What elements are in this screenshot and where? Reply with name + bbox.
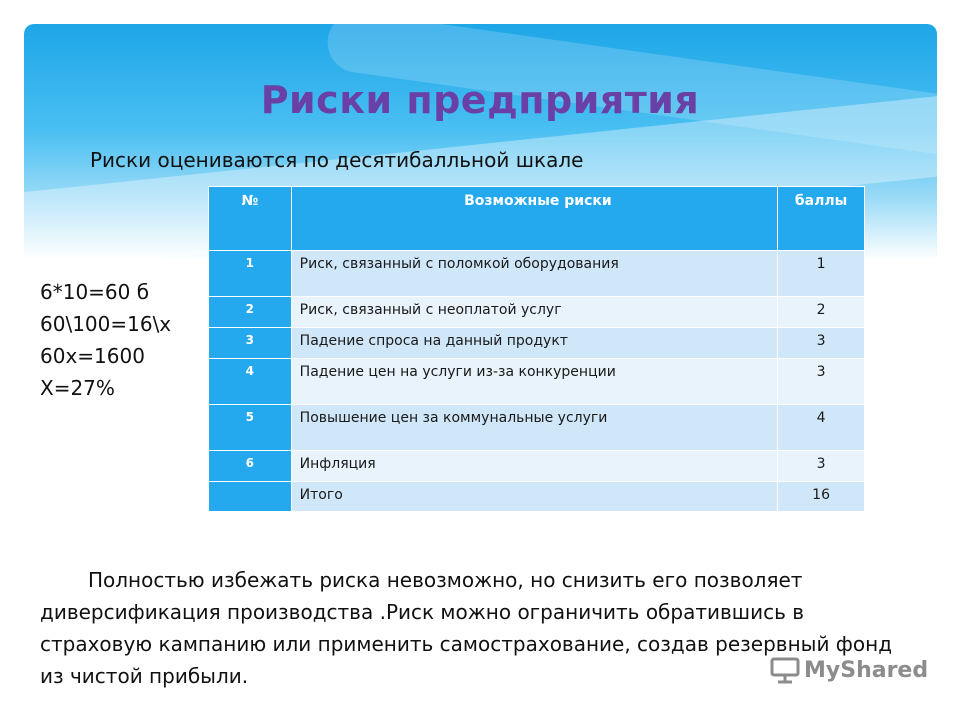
row-risk: Инфляция bbox=[291, 451, 777, 482]
calculation-line: 60x=1600 bbox=[40, 344, 145, 368]
row-risk: Риск, связанный с поломкой оборудования bbox=[291, 251, 777, 297]
row-score: 3 bbox=[778, 451, 865, 482]
header-num: № bbox=[209, 187, 292, 251]
row-score: 16 bbox=[778, 482, 865, 512]
row-num: 6 bbox=[209, 451, 292, 482]
row-num: 2 bbox=[209, 297, 292, 328]
table-total-row bbox=[209, 482, 865, 512]
watermark-text: MyShared bbox=[804, 657, 929, 683]
row-score: 3 bbox=[778, 359, 865, 405]
table-row bbox=[209, 405, 865, 451]
table-row bbox=[209, 328, 865, 359]
header-score: баллы bbox=[778, 187, 865, 251]
calculation-line: X=27% bbox=[40, 376, 115, 400]
row-num: 5 bbox=[209, 405, 292, 451]
conclusion-paragraph: Полностью избежать риска невозможно, но снизить его позволяет диверсификация производства .Риск можно ограничить обратившись в страховую кампанию или применить самострахование, создав резервный фонд из чистой прибыли. bbox=[40, 568, 893, 688]
row-risk: Повышение цен за коммунальные услуги bbox=[291, 405, 777, 451]
row-score: 3 bbox=[778, 328, 865, 359]
table-row bbox=[209, 297, 865, 328]
row-risk: Итого bbox=[291, 482, 777, 512]
row-score: 2 bbox=[778, 297, 865, 328]
table-row bbox=[209, 251, 865, 297]
row-risk: Падение цен на услуги из-за конкуренции bbox=[291, 359, 777, 405]
table-row bbox=[209, 451, 865, 482]
row-num: 3 bbox=[209, 328, 292, 359]
calculation-line: 6*10=60 б bbox=[40, 280, 150, 304]
row-num: 4 bbox=[209, 359, 292, 405]
row-score: 1 bbox=[778, 251, 865, 297]
watermark bbox=[770, 656, 928, 684]
slide-title: Риски предприятия bbox=[260, 78, 700, 122]
row-num: 1 bbox=[209, 251, 292, 297]
risk-table bbox=[208, 186, 865, 512]
row-num bbox=[209, 482, 292, 512]
row-risk: Риск, связанный с неоплатой услуг bbox=[291, 297, 777, 328]
table-row bbox=[209, 359, 865, 405]
calculation-line: 60\100=16\x bbox=[40, 312, 172, 336]
header-risk: Возможные риски bbox=[291, 187, 777, 251]
row-score: 4 bbox=[778, 405, 865, 451]
table-header-row bbox=[209, 187, 865, 251]
slide-subtitle: Риски оцениваются по десятибалльной шкале bbox=[90, 148, 584, 172]
calculation-block bbox=[40, 276, 171, 404]
row-risk: Падение спроса на данный продукт bbox=[291, 328, 777, 359]
presentation-board-icon bbox=[770, 656, 800, 684]
